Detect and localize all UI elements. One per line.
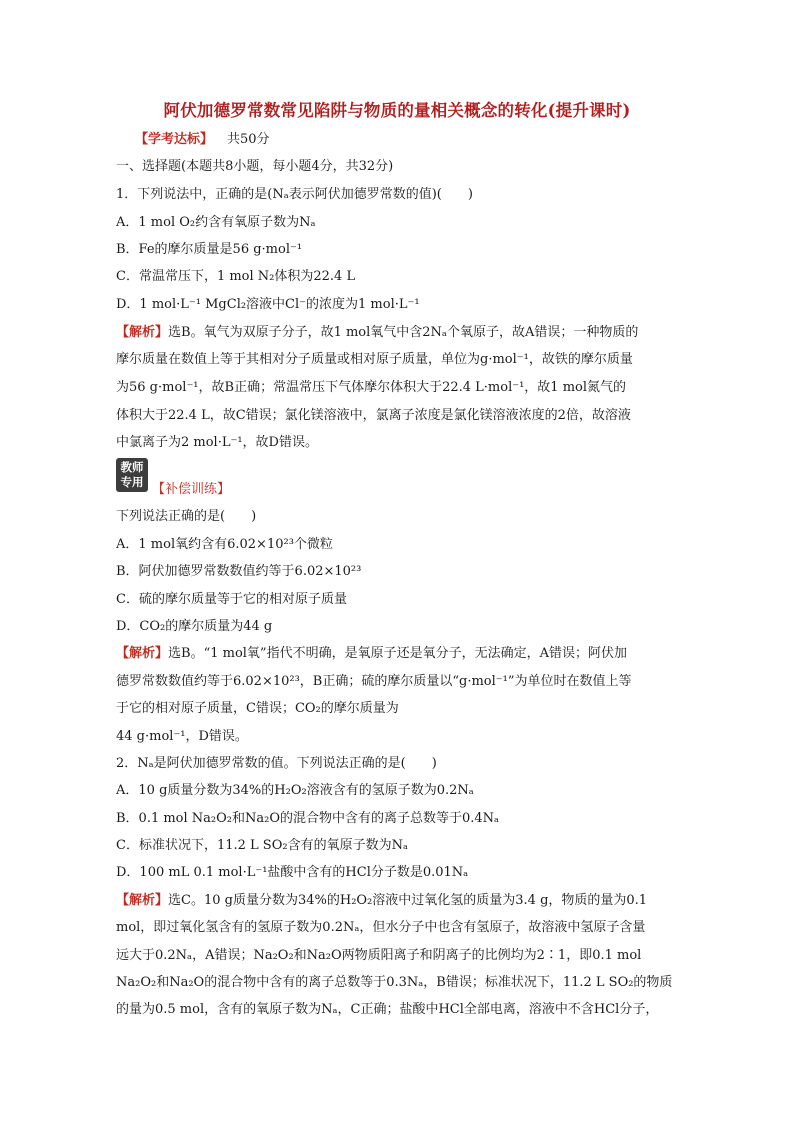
q2-explanation-line: 远大于0.2Nₐ，A错误；Na₂O₂和Na₂O两物质阳离子和阴离子的比例均为2∶1，即0.1 mol [116,948,642,963]
q1-option-d: D．1 mol·L⁻¹ MgCl₂溶液中Cl⁻的浓度为1 mol·L⁻¹ [116,297,420,312]
q1-explanation-line: 体积大于22.4 L，故C错误；氯化镁溶液中，氯离子浓度是氯化镁溶液浓度的2倍，故溶液 [116,408,631,423]
q1-explanation-text: 选B。氧气为双原子分子，故1 mol氧气中含2Nₐ个氧原子，故A错误；一种物质的 [168,325,639,340]
part-heading: 一、选择题(本题共8小题，每小题4分，共32分) [116,159,394,174]
q1-explanation-line: 为56 g·mol⁻¹，故B正确；常温常压下气体摩尔体积大于22.4 L·mol⁻¹，故1 mol氮气的 [116,380,627,395]
teacher-only-badge [116,458,148,492]
q1-stem: 1．下列说法中，正确的是(Nₐ表示阿伏加德罗常数的值)( ) [116,187,473,202]
supp-option-a: A．1 mol氧约含有6.02×10²³个微粒 [116,537,333,552]
supp-explanation-tag: 【解析】 [116,646,169,661]
section-score: 共50分 [227,132,270,147]
supp-stem: 下列说法正确的是( ) [116,509,257,524]
q1-explanation-line: 摩尔质量在数值上等于其相对分子质量或相对原子质量，单位为g·mol⁻¹，故铁的摩尔质量 [116,352,633,367]
q2-option-a: A．10 g质量分数为34%的H₂O₂溶液含有的氢原子数为0.2Nₐ [116,783,474,798]
q2-option-c: C．标准状况下，11.2 L SO₂含有的氧原子数为Nₐ [116,838,408,853]
supp-explanation-line: 德罗常数数值约等于6.02×10²³，B正确；硫的摩尔质量以“g·mol⁻¹”为单位时在数值上等 [116,674,632,689]
q1-option-b: B．Fe的摩尔质量是56 g·mol⁻¹ [116,242,303,257]
q2-explanation-text: 选C。10 g质量分数为34%的H₂O₂溶液中过氧化氢的质量为3.4 g，物质的量为0.1 [168,893,648,908]
badge-text-bottom: 专用 [120,475,144,489]
q1-explanation-line: 中氯离子为2 mol·L⁻¹，故D错误。 [116,435,318,450]
q1-explanation-line [116,324,681,342]
supp-explanation-line: 44 g·mol⁻¹，D错误。 [116,729,248,744]
badge-text-top: 教师 [120,460,144,474]
supp-explanation-line: 于它的相对原子质量，C错误；CO₂的摩尔质量为 [116,701,399,716]
q2-explanation-line: Na₂O₂和Na₂O的混合物中含有的离子总数等于0.3Nₐ，B错误；标准状况下，11.2 L SO₂的物质 [116,975,673,990]
section-header [135,131,700,149]
q2-option-d: D．100 mL 0.1 mol·L⁻¹盐酸中含有的HCl分子数是0.01Nₐ [116,865,469,880]
q1-explanation-tag: 【解析】 [116,325,169,340]
page-title: 阿伏加德罗常数常见陷阱与物质的量相关概念的转化(提升课时) [163,101,631,120]
supplementary-label: 【补偿训练】 [152,482,231,497]
section-tag: 【学考达标】 [135,132,214,147]
q1-option-a: A．1 mol O₂约含有氧原子数为Nₐ [116,215,316,230]
supp-option-d: D．CO₂的摩尔质量为44 g [116,619,273,634]
q2-explanation-tag: 【解析】 [116,893,169,908]
q2-stem: 2．Nₐ是阿伏加德罗常数的值。下列说法正确的是( ) [116,756,437,771]
q2-explanation-line: 的量为0.5 mol，含有的氧原子数为Nₐ，C正确；盐酸中HCl全部电离，溶液中不含HCl分子， [116,1002,659,1017]
q1-option-c: C．常温常压下，1 mol N₂体积为22.4 L [116,269,356,284]
supp-option-c: C．硫的摩尔质量等于它的相对原子质量 [116,592,347,607]
supp-explanation-line [116,645,681,663]
q2-explanation-line: mol，即过氧化氢含有的氢原子数为0.2Nₐ，但水分子中也含有氢原子，故溶液中氢原子含量 [116,920,646,935]
q2-option-b: B．0.1 mol Na₂O₂和Na₂O的混合物中含有的离子总数等于0.4Nₐ [116,811,500,826]
supp-option-b: B．阿伏加德罗常数数值约等于6.02×10²³ [116,564,362,579]
q2-explanation-line [116,892,681,910]
supp-explanation-text: 选B。“1 mol氧”指代不明确，是氧原子还是氧分子，无法确定，A错误；阿伏加 [168,646,627,661]
